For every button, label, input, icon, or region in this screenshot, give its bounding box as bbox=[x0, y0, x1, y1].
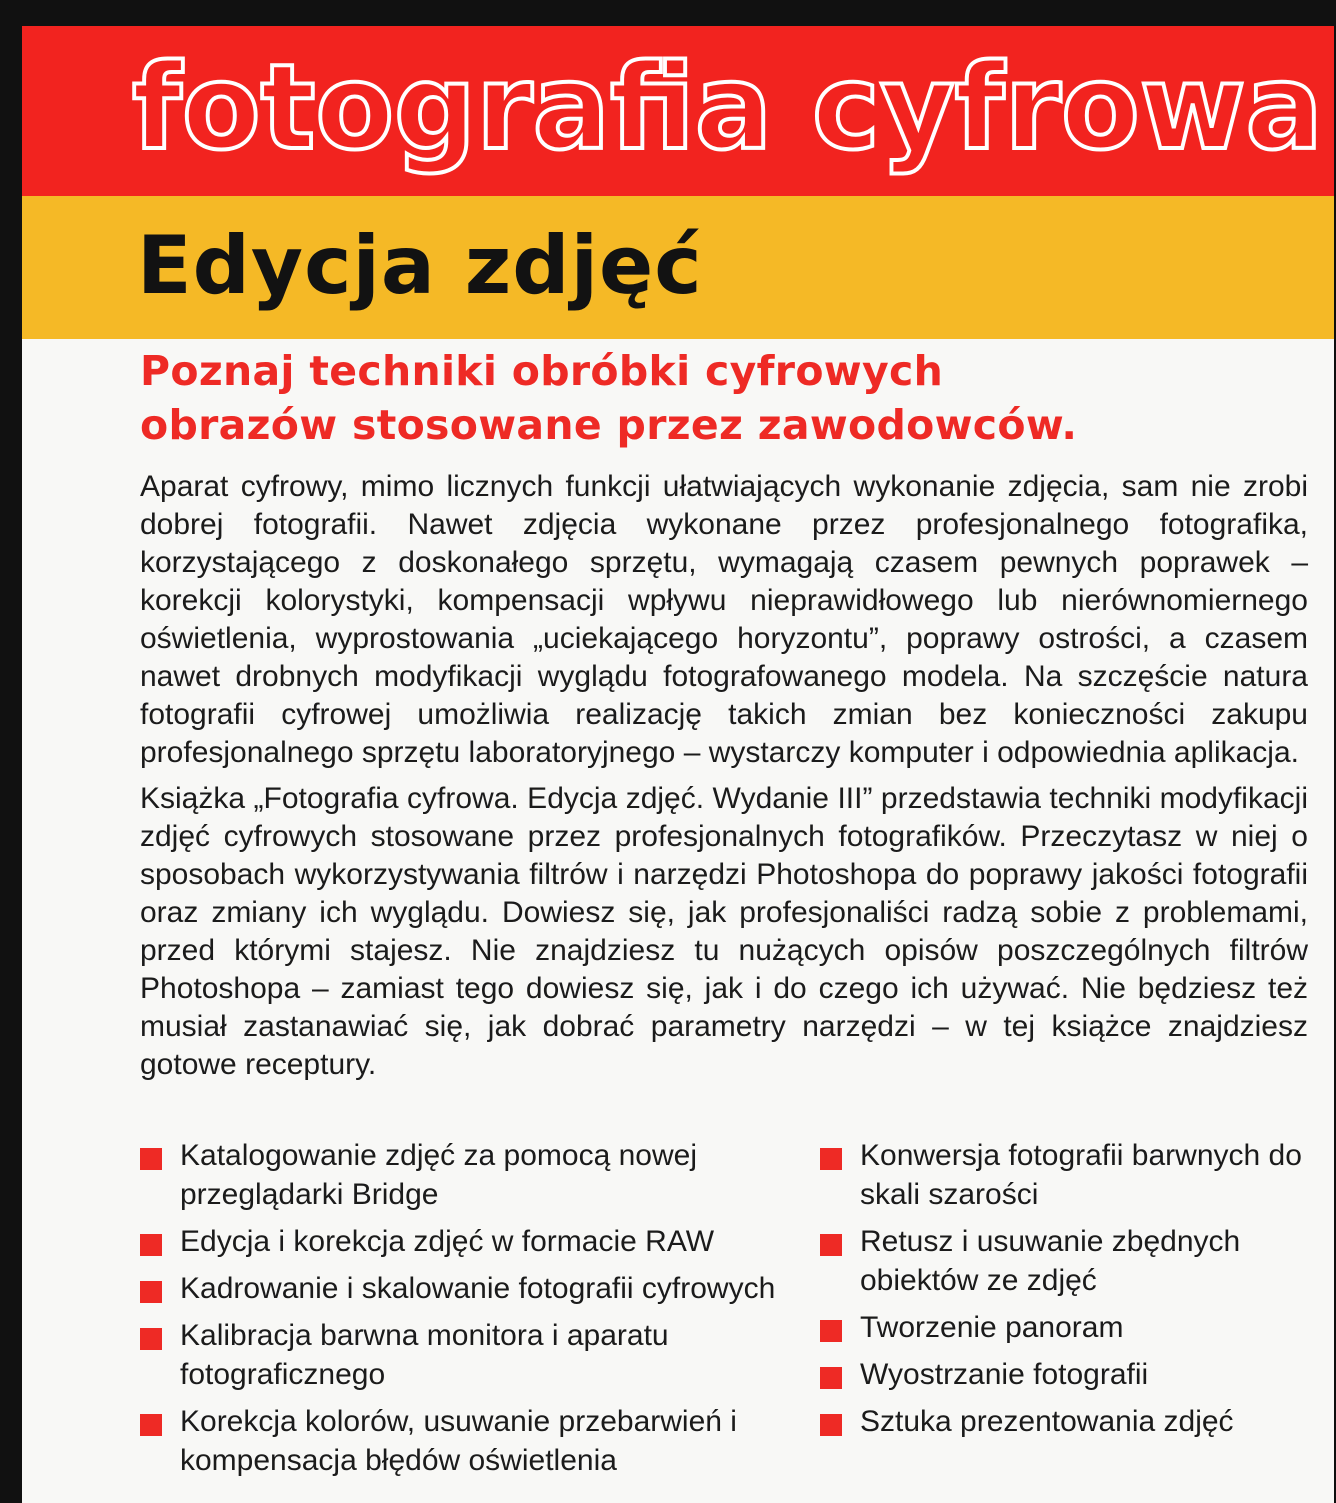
series-banner bbox=[22, 26, 1334, 196]
red-square-bullet-icon bbox=[820, 1234, 842, 1256]
scan-border-left bbox=[0, 0, 22, 1503]
description-paragraph-1: Aparat cyfrowy, mimo licznych funkcji ułatwiających wykonanie zdjęcia, sam nie zrobi dobrej fotografii. Nawet zdjęcia wykonane przez profesjonalnego fotografika, korzystającego z doskonałego sprzętu, wymagają czasem pewnych poprawek – korekcji kolorystyki, kompensacji wpływu nieprawidłowego lub nierównomiernego oświetlenia, wyprostowania „uciekającego horyzontu”, poprawy ostrości, a czasem nawet drobnych modyfikacji wyglądu fotografowanego modela. Na szczęście natura fotografii cyfrowej umożliwia realizację takich zmian bez konieczności zakupu profesjonalnego sprzętu laboratoryjnego – wystarczy komputer i odpowiednia aplikacja. bbox=[140, 470, 1308, 769]
list-item-text: Tworzenie panoram bbox=[860, 1311, 1124, 1344]
red-square-bullet-icon bbox=[140, 1328, 162, 1350]
red-square-bullet-icon bbox=[140, 1414, 162, 1436]
red-square-bullet-icon bbox=[140, 1234, 162, 1256]
list-item-text: Edycja i korekcja zdjęć w formacie RAW bbox=[180, 1225, 715, 1258]
book-title: Edycja zdjęć bbox=[137, 219, 703, 312]
red-square-bullet-icon bbox=[820, 1320, 842, 1342]
list-item-text: Katalogowanie zdjęć za pomocą nowej przeglądarki Bridge bbox=[180, 1139, 697, 1211]
list-item-text: Kalibracja barwna monitora i aparatu fotograficznego bbox=[180, 1319, 669, 1391]
list-item bbox=[140, 1269, 810, 1308]
red-square-bullet-icon bbox=[820, 1148, 842, 1170]
list-item bbox=[820, 1402, 1320, 1441]
book-back-cover bbox=[22, 26, 1334, 1503]
subtitle bbox=[140, 344, 1320, 452]
list-item bbox=[140, 1402, 810, 1480]
red-square-bullet-icon bbox=[140, 1148, 162, 1170]
series-title: fotografia cyfrowa bbox=[132, 38, 1323, 176]
list-item-text: Retusz i usuwanie zbędnych obiektów ze zdjęć bbox=[860, 1225, 1241, 1297]
feature-list-left bbox=[140, 1136, 810, 1488]
subtitle-line-1: Poznaj techniki obróbki cyfrowych bbox=[140, 347, 944, 395]
red-square-bullet-icon bbox=[820, 1414, 842, 1436]
list-item bbox=[140, 1222, 810, 1261]
list-item bbox=[140, 1136, 810, 1214]
red-square-bullet-icon bbox=[820, 1367, 842, 1389]
list-item bbox=[820, 1355, 1320, 1394]
list-item bbox=[140, 1316, 810, 1394]
feature-list-right bbox=[820, 1136, 1320, 1449]
scan-border-top bbox=[0, 0, 1336, 26]
list-item-text: Sztuka prezentowania zdjęć bbox=[860, 1405, 1234, 1438]
list-item bbox=[820, 1136, 1320, 1214]
list-item-text: Wyostrzanie fotografii bbox=[860, 1358, 1149, 1391]
list-item bbox=[820, 1222, 1320, 1300]
subtitle-line-2: obrazów stosowane przez zawodowców. bbox=[140, 401, 1078, 449]
list-item-text: Kadrowanie i skalowanie fotografii cyfrowych bbox=[180, 1272, 776, 1305]
description bbox=[140, 468, 1308, 1092]
description-paragraph-2: Książka „Fotografia cyfrowa. Edycja zdjęć. Wydanie III” przedstawia techniki modyfikacji zdjęć cyfrowych stosowane przez profesjonalnych fotografików. Przeczytasz w niej o sposobach wykorzystywania filtrów i narzędzi Photoshopa do poprawy jakości fotografii oraz zmiany ich wyglądu. Dowiesz się, jak profesjonaliści radzą sobie z problemami, przed którymi stajesz. Nie znajdziesz tu nużących opisów poszczególnych filtrów Photoshopa – zamiast tego dowiesz się, jak i do czego ich używać. Nie będziesz też musiał zastanawiać się, jak dobrać parametry narzędzi – w tej książce znajdziesz gotowe receptury. bbox=[140, 782, 1308, 1081]
list-item bbox=[820, 1308, 1320, 1347]
list-item-text: Korekcja kolorów, usuwanie przebarwień i kompensacja błędów oświetlenia bbox=[180, 1405, 737, 1477]
red-square-bullet-icon bbox=[140, 1281, 162, 1303]
list-item-text: Konwersja fotografii barwnych do skali szarości bbox=[860, 1139, 1302, 1211]
